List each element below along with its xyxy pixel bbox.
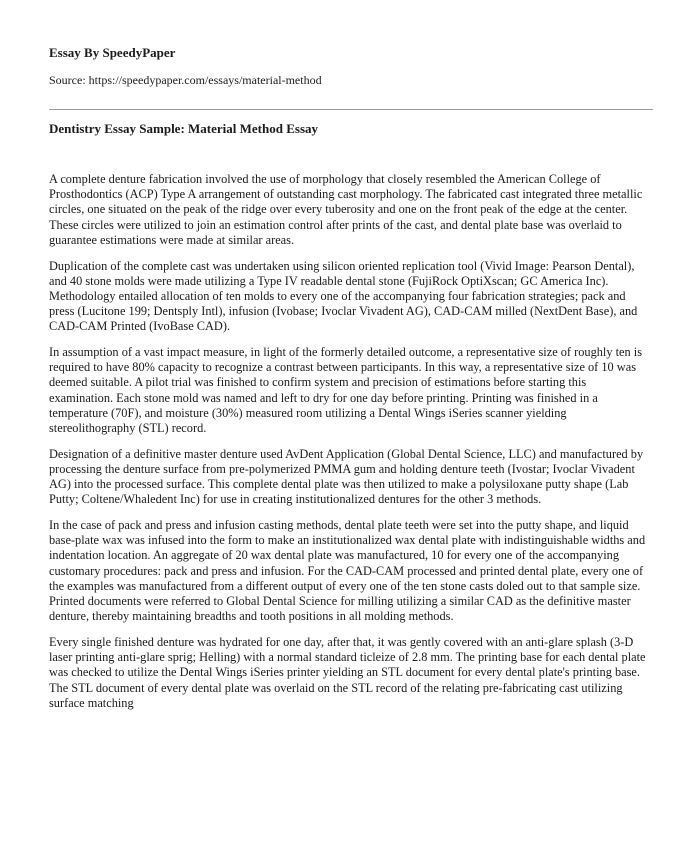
essay-paragraph: A complete denture fabrication involved the use of morphology that closely resembled the American College of Prosthodontics (ACP) Type A arrangement of outstanding cast morphology. The fabricated cast integrated three metallic circles, one situated on the peak of the ridge over every tuberosity and one on the front peak of the edge at the center. These circles were utilized to join an estimation control after prints of the cast, and dental plate base was overlaid to guarantee estimations were made at similar areas.: [49, 172, 643, 247]
essay-title: Dentistry Essay Sample: Material Method Essay: [49, 121, 319, 136]
essay-paragraph: In the case of pack and press and infusion casting methods, dental plate teeth were set into the putty shape, and liquid base-plate wax was infused into the form to make an institutionalized wax dental plate with indistinguishable widths and indentation location. An aggregate of 20 wax dental plate was manufactured, 10 for every one of the accompanying customary procedures: pack and press and infusion. For the CAD-CAM processed and printed dental plate, every one of the examples was manufactured from a different output of every one of the ten stone casts doled out to that sample size. Printed documents were referred to Global Dental Science for milling utilizing a similar CAD as the definitive master denture, thereby maintaining breadths and tooth positions in all molding methods.: [49, 518, 646, 624]
header-divider: [49, 109, 653, 110]
essay-paragraph: Duplication of the complete cast was undertaken using silicon oriented replication tool (Vivid Image: Pearson Dental), and 40 stone molds were made utilizing a Type IV readable dental stone (FujiRock OptiXscan; GC America Inc). Methodology entailed allocation of ten molds to every one of the accompanying four fabrication strategies; pack and press (Lucitone 199; Dentsply Intl), infusion (Ivobase; Ivoclar Vivadent AG), CAD-CAM milled (NextDent Base), and CAD-CAM Printed (IvoBase CAD).: [49, 258, 638, 334]
essay-body: [49, 172, 653, 722]
essay-paragraph: Every single finished denture was hydrated for one day, after that, it was gently covered with an anti-glare splash (3-D laser printing anti-glare sprig; Helling) with a normal standard ticleize of 2.8 mm. The printing base for each dental plate was checked to utilize the Dental Wings iSeries printer yielding an STL document for every dental plate's printing base. The STL document of every dental plate was overlaid on the STL record of the relating pre-fabricating cast utilizing surface matching: [49, 634, 646, 710]
essay-paragraph: In assumption of a vast impact measure, in light of the formerly detailed outcome, a representative size of roughly ten is required to have 80% capacity to recognize a contrast between participants. In this way, a representative size of 10 was deemed suitable. A pilot trial was finished to confirm system and precision of estimations before starting this examination. Each stone mold was named and left to dry for one day before printing. Printing was finished in a temperature (70F), and moisture (30%) measured room utilizing a Dental Wings iSeries scanner yielding stereolithography (STL) record.: [49, 345, 643, 436]
document-header-title: Essay By SpeedyPaper: [49, 45, 176, 60]
essay-paragraph: Designation of a definitive master denture used AvDent Application (Global Dental Science, LLC) and manufactured by processing the denture surface from pre-polymerized PMMA gum and holding denture teeth (Ivostar; Ivoclar Vivadent AG) into the processed surface. This complete dental plate was then utilized to make a polysiloxane putty shape (Lab Putty; Coltene/Whaledent Inc) for use in creating institutionalized dentures for the other 3 methods.: [49, 446, 644, 507]
source-line: Source: https://speedypaper.com/essays/material-method: [49, 73, 322, 87]
